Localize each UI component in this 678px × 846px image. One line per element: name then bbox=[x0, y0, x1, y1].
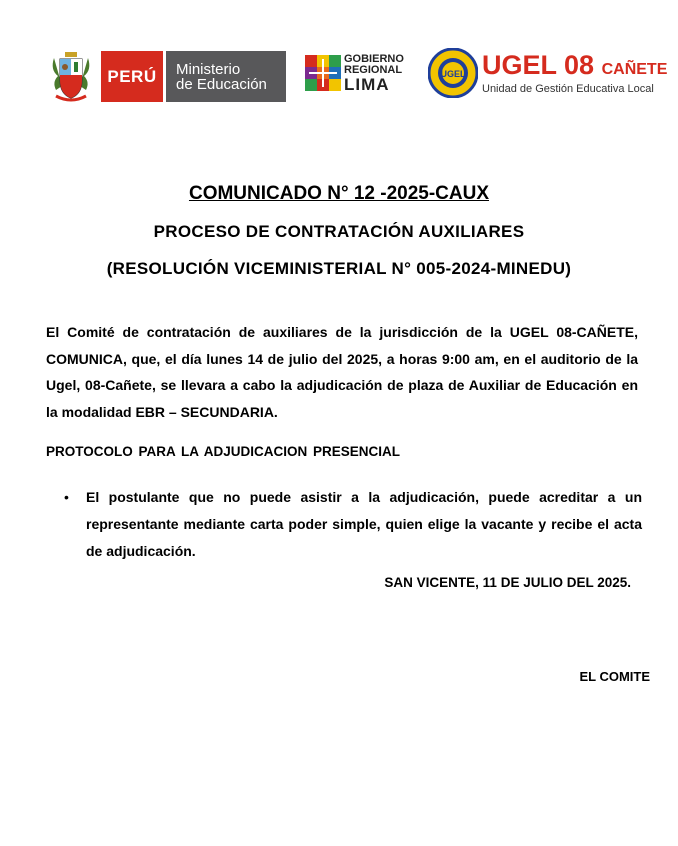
place-date: SAN VICENTE, 11 DE JULIO DEL 2025. bbox=[384, 575, 631, 590]
ministry-line2: de Educación bbox=[176, 75, 267, 93]
bullet-icon: • bbox=[64, 489, 69, 505]
peru-logo bbox=[101, 51, 163, 102]
protocol-list-item bbox=[64, 484, 642, 565]
gore-line1: GOBIERNO bbox=[344, 53, 404, 65]
gore-line2: REGIONAL bbox=[344, 64, 403, 76]
gore-line3: LIMA bbox=[344, 75, 390, 94]
ugel-name bbox=[482, 50, 667, 85]
ministry-line1: Ministerio bbox=[176, 60, 241, 78]
ugel-subtitle: Unidad de Gestión Educativa Local bbox=[482, 83, 654, 95]
svg-text:UGEL: UGEL bbox=[440, 69, 466, 79]
ministry-logo bbox=[166, 51, 286, 102]
peru-coat-of-arms-icon bbox=[48, 50, 94, 104]
protocol-list-item-text: El postulante que no puede asistir a la adjudicación, puede acreditar a un representante mediante carta poder simple, quien elige la vacante y recibe el acta de adjudicación. bbox=[86, 489, 642, 559]
peru-label: PERÚ bbox=[107, 66, 157, 86]
ugel-place-text: CAÑETE bbox=[601, 61, 668, 78]
gobierno-regional-lima-logo-icon bbox=[305, 55, 341, 91]
signature: EL COMITE bbox=[579, 669, 650, 684]
document-title: COMUNICADO N° 12 -2025-CAUX bbox=[188, 183, 490, 204]
protocol-heading: PROTOCOLO PARA LA ADJUDICACION PRESENCIAL bbox=[46, 444, 401, 459]
ugel-seal-icon bbox=[428, 48, 478, 98]
ugel-name-text: UGEL 08 bbox=[482, 50, 595, 80]
document-subtitle-process: PROCESO DE CONTRATACIÓN AUXILIARES bbox=[153, 222, 525, 241]
gobierno-regional-lima-text bbox=[344, 54, 404, 93]
announcement-body: El Comité de contratación de auxiliares de la jurisdicción de la UGEL 08-CAÑETE, COMUNICA, que, el día lunes 14 de julio del 2025, a horas 9:00 am, en el auditorio de la Ugel, 08-Cañete, se llevara a cabo la adjudicación de plaza de Auxiliar de Educación en la modalidad EBR – SECUNDARIA. bbox=[46, 324, 638, 420]
document-subtitle-resolution: (RESOLUCIÓN VICEMINISTERIAL N° 005-2024-MINEDU) bbox=[106, 259, 572, 278]
